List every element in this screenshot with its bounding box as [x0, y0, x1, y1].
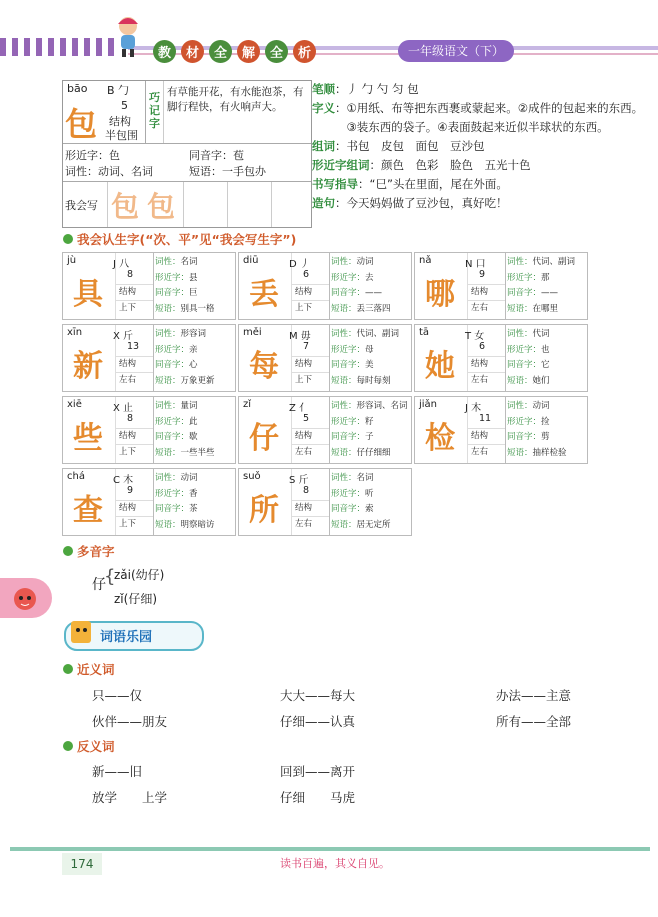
card-jiegou-value: 左右 [471, 303, 489, 313]
card-strokes: 8 [303, 485, 310, 496]
divider [329, 325, 330, 391]
card-xj-label: 形近字： [155, 344, 190, 355]
bao-dy-label: 短语 [189, 165, 211, 178]
divider [329, 469, 330, 535]
card-cx: 代词、副词 [356, 329, 400, 339]
card-info [155, 399, 215, 461]
divider [153, 397, 154, 463]
card-info [507, 327, 550, 389]
zj: 今天妈妈做了豆沙包，真好吃！ [346, 196, 508, 210]
card-cx-label: 词性： [155, 401, 181, 411]
card-jiegou-value: 左右 [295, 447, 313, 457]
card-ty: 美 [365, 360, 374, 370]
bao-cx-label: 词性 [65, 165, 87, 178]
bao-details: 笔顺：丿 勹 勺 匀 包 字义 ： ①用纸、布等把东西裹或蒙起来。②成件的包起来的东西。③装东西的袋子。④表面鼓起来近似半球状的东西。 组词：书包 皮包 面包 豆沙包 形近字组词：颜色 色彩 脸色 五光十色 书写指导：“巳”头在里面，尾在外面。 造句：今天妈妈做了豆沙包，真好吃！ [312, 80, 652, 213]
card-xj-label: 形近字： [331, 416, 366, 427]
char-card [238, 324, 412, 392]
divider [227, 182, 228, 227]
card-dy: 别具一格 [180, 303, 215, 314]
card-char: 哪 [425, 277, 455, 312]
card-jiegou-label: 结构 [119, 287, 137, 297]
bao-qiaoji-text: 有草能开花，有水能泡茶，有脚行程快，有火响声大。 [167, 86, 304, 113]
char-card [238, 396, 412, 464]
card-dy: 明察暗访 [180, 519, 215, 530]
char-card [414, 396, 588, 464]
mascot-girl-icon [112, 14, 144, 58]
card-ty: 茶 [189, 504, 198, 514]
card-dy: 居无定所 [356, 519, 391, 530]
bishun: 丿 勹 勺 匀 包 [346, 82, 419, 96]
char-card [62, 252, 236, 320]
card-radical: J 八 [113, 259, 130, 270]
card-jiegou-value: 上下 [119, 303, 137, 313]
card-xj-label: 形近字： [507, 344, 542, 355]
page-number: 174 [62, 853, 102, 875]
bishun-label: 笔顺 [312, 82, 335, 96]
card-dy-label: 短语： [507, 303, 533, 314]
section-duoyinzi [63, 542, 115, 560]
card-ty-label: 同音字： [331, 432, 366, 442]
card-ty: 心 [189, 360, 198, 370]
ciyu-banner [64, 621, 204, 651]
card-cx-label: 词性： [507, 401, 533, 411]
header-char: 全 [209, 40, 232, 63]
card-jiegou-label: 结构 [295, 359, 313, 369]
card-dy: 丢三落四 [356, 303, 391, 314]
card-radical: S 斤 [289, 475, 309, 486]
card-jiegou-value: 上下 [295, 303, 313, 313]
card-xj-label: 形近字： [507, 416, 542, 427]
header-title [153, 40, 316, 63]
card-cx-label: 词性： [331, 473, 357, 483]
header-char: 全 [265, 40, 288, 63]
jinyi-pair: 仔细——认真 [280, 714, 356, 729]
card-ty-label: 同音字： [507, 288, 542, 298]
card-strokes: 13 [127, 341, 140, 352]
card-cx: 代词 [532, 329, 550, 339]
card-cx: 形容词 [180, 329, 207, 339]
card-dy-label: 短语： [507, 375, 533, 386]
bao-jiegou-label: 结构 [109, 115, 131, 128]
card-jiegou-label: 结构 [471, 359, 489, 369]
card-ty-label: 同音字： [155, 288, 190, 298]
zuci: 书包 皮包 面包 豆沙包 [346, 139, 485, 153]
card-dy-label: 短语： [155, 375, 181, 386]
header-char: 析 [293, 40, 316, 63]
divider [163, 81, 164, 143]
card-cx: 动词 [532, 401, 550, 411]
divider [107, 182, 108, 227]
card-pinyin: jiǎn [419, 399, 438, 410]
card-radical: C 木 [113, 475, 134, 486]
card-dy: 在哪里 [532, 303, 559, 314]
card-cx-label: 词性： [331, 257, 357, 267]
xjzz-label: 形近字组词 [312, 158, 370, 172]
card-info [331, 471, 391, 533]
card-dy-label: 短语： [331, 519, 357, 530]
card-strokes: 9 [127, 485, 134, 496]
divider [153, 253, 154, 319]
header-char: 解 [237, 40, 260, 63]
duoyin-char: 仔 [92, 577, 106, 593]
footer-line [10, 847, 650, 851]
header-char: 材 [181, 40, 204, 63]
card-xj: 香 [189, 488, 198, 499]
card-cx: 动词 [356, 257, 374, 267]
char-card [62, 396, 236, 464]
card-ty-label: 同音字： [155, 360, 190, 370]
zuci-label: 组词 [312, 139, 335, 153]
card-radical: N 口 [465, 259, 486, 270]
section-jinyici [63, 660, 115, 678]
card-xj: 亲 [189, 344, 198, 355]
card-xj: 此 [189, 416, 198, 427]
card-ty-label: 同音字： [331, 360, 366, 370]
card-pinyin: tā [419, 327, 430, 338]
bao-dy: 一手包办 [222, 165, 266, 178]
sxzd-label: 书写指导 [312, 177, 358, 191]
card-xj-label: 形近字： [155, 272, 190, 283]
card-pinyin: xiē [67, 399, 82, 410]
divider [145, 81, 146, 143]
fanyi-pair: 仔细 马虎 [280, 790, 356, 805]
card-jiegou-label: 结构 [471, 431, 489, 441]
footer-slogan: 读书百遍，其义自见。 [280, 857, 390, 870]
char-card [238, 468, 412, 536]
jinyi-pair: 只——仅 [92, 688, 143, 703]
card-char: 她 [425, 349, 455, 384]
card-xj: 籽 [365, 416, 374, 427]
card-cx-label: 词性： [155, 329, 181, 339]
card-ty: 子 [365, 432, 374, 442]
xjzz: 颜色 色彩 脸色 五光十色 [381, 158, 531, 172]
section-renshengzi [63, 230, 296, 248]
card-jiegou-value: 左右 [295, 519, 313, 529]
divider [63, 181, 311, 182]
jinyi-pair: 伙伴——朋友 [92, 714, 168, 729]
fanyi-pair: 新——旧 [92, 764, 143, 779]
card-cx: 形容词、名词 [356, 401, 408, 411]
card-ty: —— [541, 288, 559, 298]
bao-xjz: 色 [109, 149, 120, 162]
card-char: 仔 [249, 421, 279, 456]
card-strokes: 8 [127, 269, 134, 280]
card-xj-label: 形近字： [331, 272, 366, 283]
card-jiegou-label: 结构 [295, 431, 313, 441]
card-ty-label: 同音字： [331, 504, 366, 514]
card-dy-label: 短语： [155, 303, 181, 314]
bao-char: 包 [65, 105, 98, 143]
fanyi-title: 反义词 [77, 739, 115, 754]
jinyi-pair: 所有——全部 [496, 714, 572, 729]
ziyi: ①用纸、布等把东西裹或蒙起来。②成件的包起来的东西。③装东西的袋子。④表面鼓起来近似半球状的东西。 [346, 101, 644, 134]
card-cx: 名词 [356, 473, 374, 483]
bao-entry-box: bāo B 勹 包 5 结构 半包围 巧记字 有草能开花，有水能泡茶，有脚行程快，有火响声大。 形近字：色 同音字：苞 词性：动词、名词 短语：一手包办 我会写 包 包 [62, 80, 312, 228]
card-dy-label: 短语： [331, 447, 357, 458]
card-info [155, 327, 215, 389]
bao-jiegou-value: 半包围 [105, 129, 138, 142]
char-card [62, 324, 236, 392]
card-info [507, 399, 567, 461]
card-radical: X 止 [113, 403, 134, 414]
side-tab [0, 578, 52, 618]
char-card [62, 468, 236, 536]
card-info [155, 255, 215, 317]
sxzd: “巳”头在里面，尾在外面。 [369, 177, 508, 191]
card-pinyin: xīn [67, 327, 83, 338]
card-char: 每 [249, 349, 279, 384]
header-subtitle: 一年级语文（下） [398, 40, 514, 62]
char-card [238, 252, 412, 320]
card-ty: 剪 [541, 432, 550, 442]
card-radical: Z 亻 [289, 403, 310, 414]
card-ty: 索 [365, 504, 374, 514]
card-cx-label: 词性： [331, 329, 357, 339]
book-mascot-icon [68, 617, 94, 647]
card-info [507, 255, 575, 317]
card-radical: M 毋 [289, 331, 311, 342]
card-jiegou-label: 结构 [119, 359, 137, 369]
section-fanyici [63, 737, 115, 755]
card-jiegou-label: 结构 [119, 503, 137, 513]
card-ty: 它 [541, 360, 550, 370]
bao-radical: B 勹 [107, 84, 130, 97]
card-dy: 仔仔细细 [356, 447, 391, 458]
divider [505, 397, 506, 463]
card-cx: 量词 [180, 401, 198, 411]
divider [63, 143, 311, 144]
card-cx-label: 词性： [507, 257, 533, 267]
bullet-icon [63, 664, 73, 674]
card-char: 具 [73, 277, 103, 312]
card-pinyin: zǐ [243, 399, 252, 410]
card-info [331, 327, 399, 389]
card-jiegou-label: 结构 [119, 431, 137, 441]
card-char: 新 [73, 349, 103, 384]
jinyi-title: 近义词 [77, 662, 115, 677]
divider [271, 182, 272, 227]
card-jiegou-value: 上下 [119, 519, 137, 529]
card-jiegou-value: 上下 [295, 375, 313, 385]
card-pinyin: chá [67, 471, 85, 482]
card-ty-label: 同音字： [155, 504, 190, 514]
bao-pinyin: bāo [67, 82, 88, 95]
card-dy: 她们 [532, 375, 550, 386]
card-cx-label: 词性： [507, 329, 533, 339]
card-xj: 那 [541, 272, 550, 283]
fox-mascot-icon [10, 583, 40, 613]
bao-tyz: 苞 [233, 149, 244, 162]
header-checker-decoration [0, 38, 120, 56]
bao-write-char: 包 [147, 190, 176, 223]
card-pinyin: měi [243, 327, 262, 338]
card-cx-label: 词性： [331, 401, 357, 411]
card-jiegou-label: 结构 [295, 287, 313, 297]
card-strokes: 11 [479, 413, 492, 424]
card-radical: J 木 [465, 403, 482, 414]
card-strokes: 9 [479, 269, 486, 280]
bao-qiaoji-label: 巧记字 [149, 91, 160, 130]
divider [183, 182, 184, 227]
divider [153, 469, 154, 535]
jinyi-pair: 大大——每大 [280, 688, 356, 703]
card-dy: 一些半些 [180, 447, 215, 458]
card-jiegou-label: 结构 [295, 503, 313, 513]
divider [153, 325, 154, 391]
bao-write-label: 我会写 [65, 199, 98, 212]
card-xj-label: 形近字： [155, 488, 190, 499]
bao-tyz-label: 同音字 [189, 149, 222, 162]
card-cx-label: 词性： [155, 257, 181, 267]
card-dy: 万象更新 [180, 375, 215, 386]
card-dy-label: 短语： [507, 447, 533, 458]
card-ty-label: 同音字： [155, 432, 190, 442]
bullet-icon [63, 234, 73, 244]
card-dy-label: 短语： [155, 519, 181, 530]
card-strokes: 5 [303, 413, 310, 424]
card-cx: 动词 [180, 473, 198, 483]
card-cx-label: 词性： [155, 473, 181, 483]
ziyi-label: 字义 [312, 101, 335, 115]
card-xj: 县 [189, 272, 198, 283]
card-char: 查 [73, 493, 103, 528]
card-xj-label: 形近字： [331, 344, 366, 355]
card-char: 些 [73, 421, 103, 456]
brace-icon: { [104, 566, 116, 587]
card-strokes: 8 [127, 413, 134, 424]
divider [505, 325, 506, 391]
card-dy: 每时每刻 [356, 375, 391, 386]
duoyin-title: 多音字 [77, 544, 115, 559]
card-xj: 去 [365, 272, 374, 283]
bullet-icon [63, 546, 73, 556]
section-title: 我会认生字(“次、平”见“我会写生字”) [77, 232, 297, 247]
fanyi-pair: 放学 上学 [92, 790, 168, 805]
jinyi-pair: 办法——主意 [496, 688, 572, 703]
bao-xjz-label: 形近字 [65, 149, 98, 162]
card-xj: 母 [365, 344, 374, 355]
card-jiegou-label: 结构 [471, 287, 489, 297]
card-pinyin: nǎ [419, 255, 432, 266]
char-card [414, 252, 588, 320]
card-cx: 名词 [180, 257, 198, 267]
divider [329, 397, 330, 463]
card-jiegou-value: 左右 [471, 375, 489, 385]
card-pinyin: jù [67, 255, 77, 266]
card-xj: 也 [541, 344, 550, 355]
card-info [331, 255, 391, 317]
card-radical: X 斤 [113, 331, 134, 342]
card-xj-label: 形近字： [331, 488, 366, 499]
card-jiegou-value: 左右 [119, 375, 137, 385]
card-ty-label: 同音字： [331, 288, 366, 298]
card-dy-label: 短语： [155, 447, 181, 458]
card-dy-label: 短语： [331, 375, 357, 386]
card-char: 检 [425, 421, 455, 456]
card-pinyin: diū [243, 255, 259, 266]
card-dy: 抽样检验 [532, 447, 567, 458]
card-ty-label: 同音字： [507, 432, 542, 442]
ciyu-title: 词语乐园 [100, 630, 153, 645]
card-dy-label: 短语： [331, 303, 357, 314]
card-strokes: 7 [303, 341, 310, 352]
card-radical: T 女 [465, 331, 485, 342]
duoyin-reading-2: zǐ(仔细) [114, 592, 157, 606]
card-xj-label: 形近字： [507, 272, 542, 283]
bao-cx: 动词、名词 [98, 165, 153, 178]
card-xj-label: 形近字： [155, 416, 190, 427]
card-info [155, 471, 215, 533]
card-char: 所 [249, 493, 279, 528]
card-strokes: 6 [479, 341, 486, 352]
card-strokes: 6 [303, 269, 310, 280]
bao-strokes: 5 [121, 99, 128, 112]
zj-label: 造句 [312, 196, 335, 210]
card-pinyin: suǒ [243, 471, 261, 482]
card-jiegou-value: 左右 [471, 447, 489, 457]
card-xj: 听 [365, 488, 374, 499]
bullet-icon [63, 741, 73, 751]
card-radical: D 丿 [289, 259, 310, 270]
card-ty: 巨 [189, 288, 198, 298]
card-ty-label: 同音字： [507, 360, 542, 370]
duoyin-reading-1: zǎi(幼仔) [114, 568, 165, 582]
header-char: 教 [153, 40, 176, 63]
card-info [331, 399, 408, 461]
card-xj: 捡 [541, 416, 550, 427]
card-jiegou-value: 上下 [119, 447, 137, 457]
fanyi-pair: 回到——离开 [280, 764, 356, 779]
card-char: 丢 [249, 277, 279, 312]
card-ty: 歇 [189, 432, 198, 442]
card-cx: 代词、副词 [532, 257, 576, 267]
divider [505, 253, 506, 319]
divider [329, 253, 330, 319]
card-ty: —— [365, 288, 383, 298]
bao-write-char: 包 [111, 190, 140, 223]
char-card [414, 324, 588, 392]
